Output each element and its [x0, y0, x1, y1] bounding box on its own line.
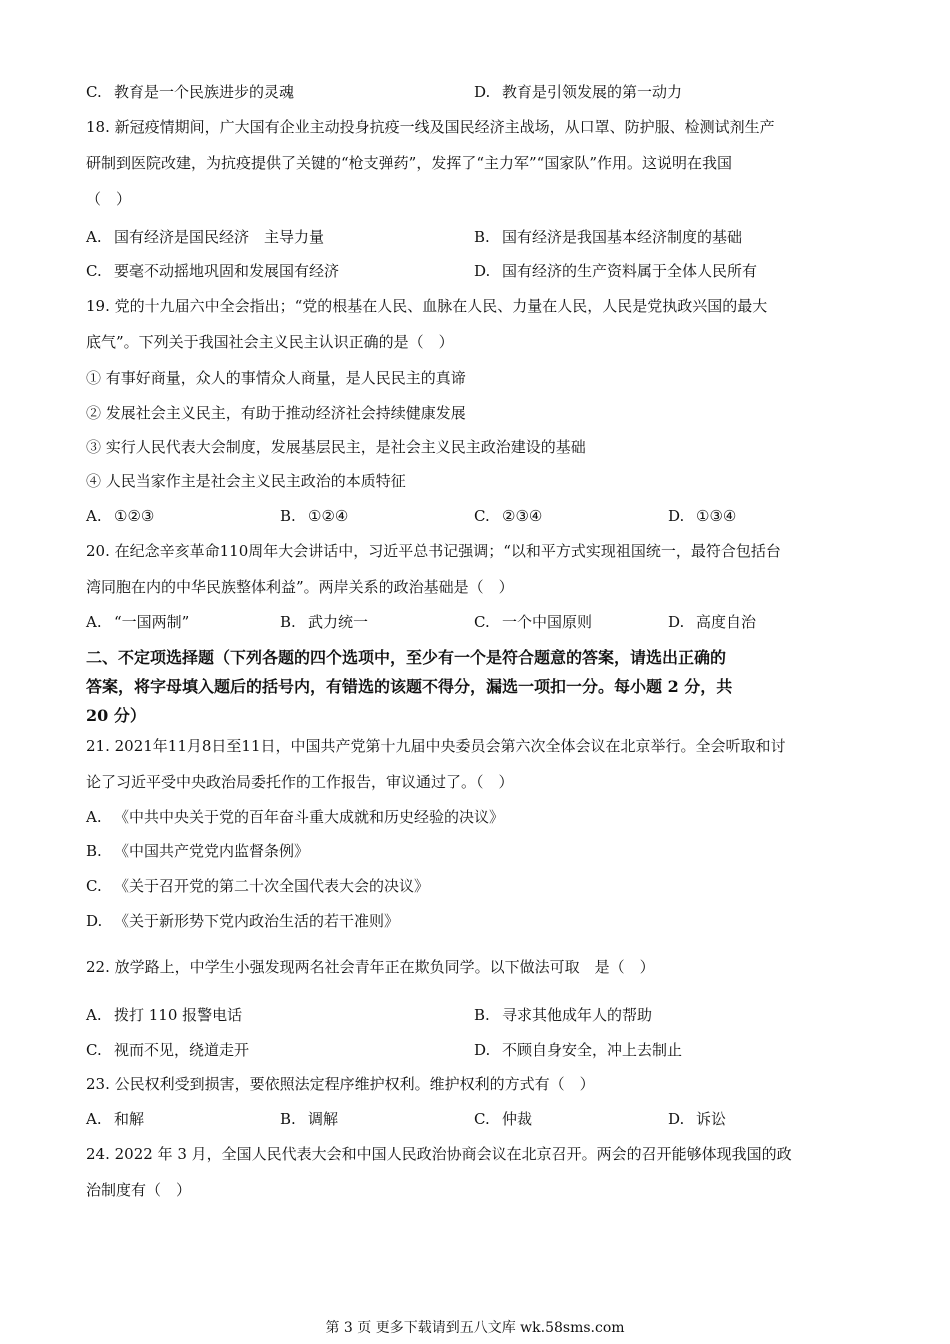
- option-text: 调解: [308, 1110, 339, 1128]
- q23-option-a: [86, 1109, 144, 1129]
- q21-option-b: [86, 841, 309, 861]
- q20-option-b: [280, 612, 368, 632]
- q18-stem-line-2: 研制到医院改建，为抗疫提供了关键的“枪支弹药”，发挥了“主力军”“国家队”作用。这说明在我国: [86, 154, 733, 172]
- option-text: 教育是一个民族进步的灵魂: [114, 83, 295, 101]
- q23-option-c: [474, 1109, 532, 1129]
- option-label: A.: [86, 613, 102, 631]
- q19-option-a: [86, 506, 154, 526]
- option-text: ①②③: [114, 507, 155, 525]
- q22-option-c: [86, 1040, 249, 1060]
- option-text: 《中共中央关于党的百年奋斗重大成就和历史经验的决议》: [114, 808, 505, 826]
- section-heading-line-3: 20 分）: [86, 706, 146, 725]
- option-text: 《关于新形势下党内政治生活的若干准则》: [114, 912, 400, 930]
- option-label: B.: [280, 1110, 296, 1128]
- q19-stem-line-2: 底气”。下列关于我国社会主义民主认识正确的是（ ）: [86, 333, 454, 351]
- option-text: 不顾自身安全，冲上去制止: [502, 1041, 683, 1059]
- q19-statement-4: ④ 人民当家作主是社会主义民主政治的本质特征: [86, 472, 406, 490]
- option-label: C.: [86, 1041, 102, 1059]
- option-label: D.: [668, 613, 685, 631]
- q24-stem-line-2: 治制度有（ ）: [86, 1181, 192, 1199]
- option-label: C.: [86, 877, 102, 895]
- q17-option-c: [86, 82, 294, 102]
- q19-option-c: [474, 506, 542, 526]
- option-label: C.: [86, 83, 102, 101]
- q19-statement-3: ③ 实行人民代表大会制度，发展基层民主，是社会主义民主政治建设的基础: [86, 438, 586, 456]
- option-text: 视而不见，绕道走开: [114, 1041, 250, 1059]
- q18-option-b: [474, 227, 742, 247]
- q18-stem-line-3: （ ）: [86, 190, 132, 208]
- section-heading-line-2: 答案，将字母填入题后的括号内，有错选的该题不得分，漏选一项扣一分。每小题 2 分，共: [86, 677, 733, 696]
- q23-option-b: [280, 1109, 338, 1129]
- option-label: C.: [474, 613, 490, 631]
- q20-option-c: [474, 612, 592, 632]
- option-text: 国有经济是国民经济 主导力量: [114, 228, 325, 246]
- option-text: 高度自治: [696, 613, 757, 631]
- q20-stem-line-1: 20. 在纪念辛亥革命110周年大会讲话中，习近平总书记强调；“以和平方式实现祖国统一，最符合包括台: [86, 542, 781, 560]
- option-label: B.: [280, 507, 296, 525]
- q20-stem-line-2: 湾同胞在内的中华民族整体利益”。两岸关系的政治基础是（ ）: [86, 578, 514, 596]
- option-text: 拨打 110 报警电话: [114, 1006, 243, 1024]
- option-text: 国有经济的生产资料属于全体人民所有: [502, 262, 758, 280]
- option-label: D.: [474, 83, 491, 101]
- option-label: A.: [86, 228, 102, 246]
- section-heading-line-1: 二、不定项选择题（下列各题的四个选项中，至少有一个是符合题意的答案，请选出正确的: [86, 648, 727, 667]
- option-text: ②③④: [502, 507, 543, 525]
- q24-stem-line-1: 24. 2022 年 3 月，全国人民代表大会和中国人民政治协商会议在北京召开。两会的召开能够体现我国的政: [86, 1145, 792, 1163]
- q22-option-a: [86, 1005, 242, 1025]
- option-text: ①③④: [696, 507, 737, 525]
- option-text: 和解: [114, 1110, 145, 1128]
- option-label: A.: [86, 808, 102, 826]
- option-text: 寻求其他成年人的帮助: [502, 1006, 653, 1024]
- q22-option-b: [474, 1005, 652, 1025]
- q18-option-c: [86, 261, 339, 281]
- q19-option-d: [668, 506, 736, 526]
- option-label: B.: [280, 613, 296, 631]
- option-text: 教育是引领发展的第一动力: [502, 83, 683, 101]
- option-text: 要毫不动摇地巩固和发展国有经济: [114, 262, 340, 280]
- option-label: C.: [86, 262, 102, 280]
- q21-stem-line-1: 21. 2021年11月8日至11日，中国共产党第十九届中央委员会第六次全体会议在北京举行。全会听取和讨: [86, 737, 786, 755]
- q21-stem-line-2: 论了习近平受中央政治局委托作的工作报告，审议通过了。（ ）: [86, 773, 514, 791]
- q19-statement-2: ② 发展社会主义民主，有助于推动经济社会持续健康发展: [86, 404, 466, 422]
- q21-option-a: [86, 807, 504, 827]
- option-text: “一国两制”: [114, 613, 190, 631]
- q23-stem-line-1: 23. 公民权利受到损害，要依照法定程序维护权利。维护权利的方式有（ ）: [86, 1075, 595, 1093]
- option-label: B.: [474, 1006, 490, 1024]
- q20-option-d: [668, 612, 756, 632]
- q23-option-d: [668, 1109, 726, 1129]
- option-label: D.: [474, 1041, 491, 1059]
- option-text: 武力统一: [308, 613, 369, 631]
- option-text: 《中国共产党党内监督条例》: [114, 842, 310, 860]
- option-label: B.: [86, 842, 102, 860]
- option-label: D.: [668, 507, 685, 525]
- option-label: B.: [474, 228, 490, 246]
- q20-option-a: [86, 612, 189, 632]
- option-label: C.: [474, 507, 490, 525]
- option-label: D.: [86, 912, 103, 930]
- option-text: 仲裁: [502, 1110, 533, 1128]
- option-label: A.: [86, 1006, 102, 1024]
- q18-stem-line-1: 18. 新冠疫情期间，广大国有企业主动投身抗疫一线及国民经济主战场，从口罩、防护服、检测试剂生产: [86, 118, 775, 136]
- option-text: 国有经济是我国基本经济制度的基础: [502, 228, 743, 246]
- option-label: A.: [86, 1110, 102, 1128]
- q19-stem-line-1: 19. 党的十九届六中全会指出；“党的根基在人民、血脉在人民、力量在人民，人民是党执政兴国的最大: [86, 297, 768, 315]
- option-label: D.: [474, 262, 491, 280]
- option-label: D.: [668, 1110, 685, 1128]
- option-text: 一个中国原则: [502, 613, 593, 631]
- q18-option-a: [86, 227, 324, 247]
- q21-option-c: [86, 876, 429, 896]
- q17-option-d: [474, 82, 682, 102]
- q18-option-d: [474, 261, 757, 281]
- q19-statement-1: ① 有事好商量，众人的事情众人商量，是人民民主的真谛: [86, 369, 466, 387]
- option-text: 诉讼: [696, 1110, 727, 1128]
- q21-option-d: [86, 911, 399, 931]
- option-text: 《关于召开党的第二十次全国代表大会的决议》: [114, 877, 430, 895]
- option-label: A.: [86, 507, 102, 525]
- option-text: ①②④: [308, 507, 349, 525]
- option-label: C.: [474, 1110, 490, 1128]
- q22-option-d: [474, 1040, 682, 1060]
- q22-stem-line-1: 22. 放学路上，中学生小强发现两名社会青年正在欺负同学。以下做法可取 是（ ）: [86, 958, 655, 976]
- q19-option-b: [280, 506, 348, 526]
- page-footer: 第 3 页 更多下载请到五八文库 wk.58sms.com: [325, 1320, 625, 1336]
